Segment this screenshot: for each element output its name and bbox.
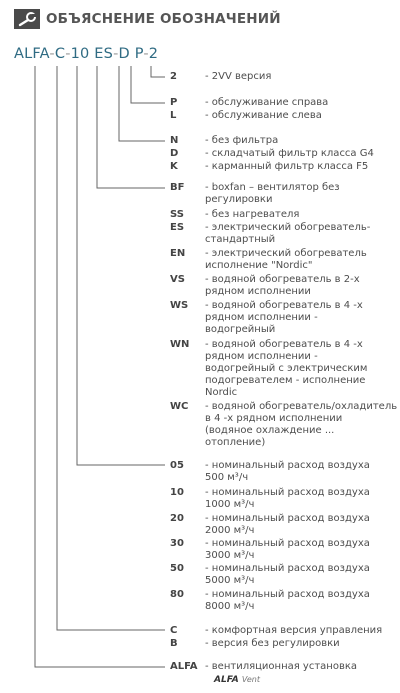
code-dash: - — [143, 46, 149, 62]
code-seg-es: ES — [94, 46, 114, 62]
code-seg-alfa: ALFA — [14, 46, 50, 62]
connector-control — [57, 66, 165, 630]
connector-airflow — [77, 66, 165, 465]
code-dash: - — [65, 46, 71, 62]
code-seg-d: D — [118, 46, 130, 62]
connector-alfa — [35, 66, 165, 667]
code-dash: - — [49, 46, 55, 62]
connector-p — [131, 66, 165, 103]
code-seg-10: 10 — [70, 46, 90, 62]
code-seg-2: 2 — [148, 46, 159, 62]
code-seg-c: C — [54, 46, 66, 62]
brand-logo: ALFA Vent — [214, 675, 260, 685]
connector-2 — [151, 66, 165, 77]
code-seg-p: P — [134, 46, 144, 62]
page-title: ОБЪЯСНЕНИЕ ОБОЗНАЧЕНИЙ — [46, 11, 281, 27]
code-dash: - — [113, 46, 119, 62]
